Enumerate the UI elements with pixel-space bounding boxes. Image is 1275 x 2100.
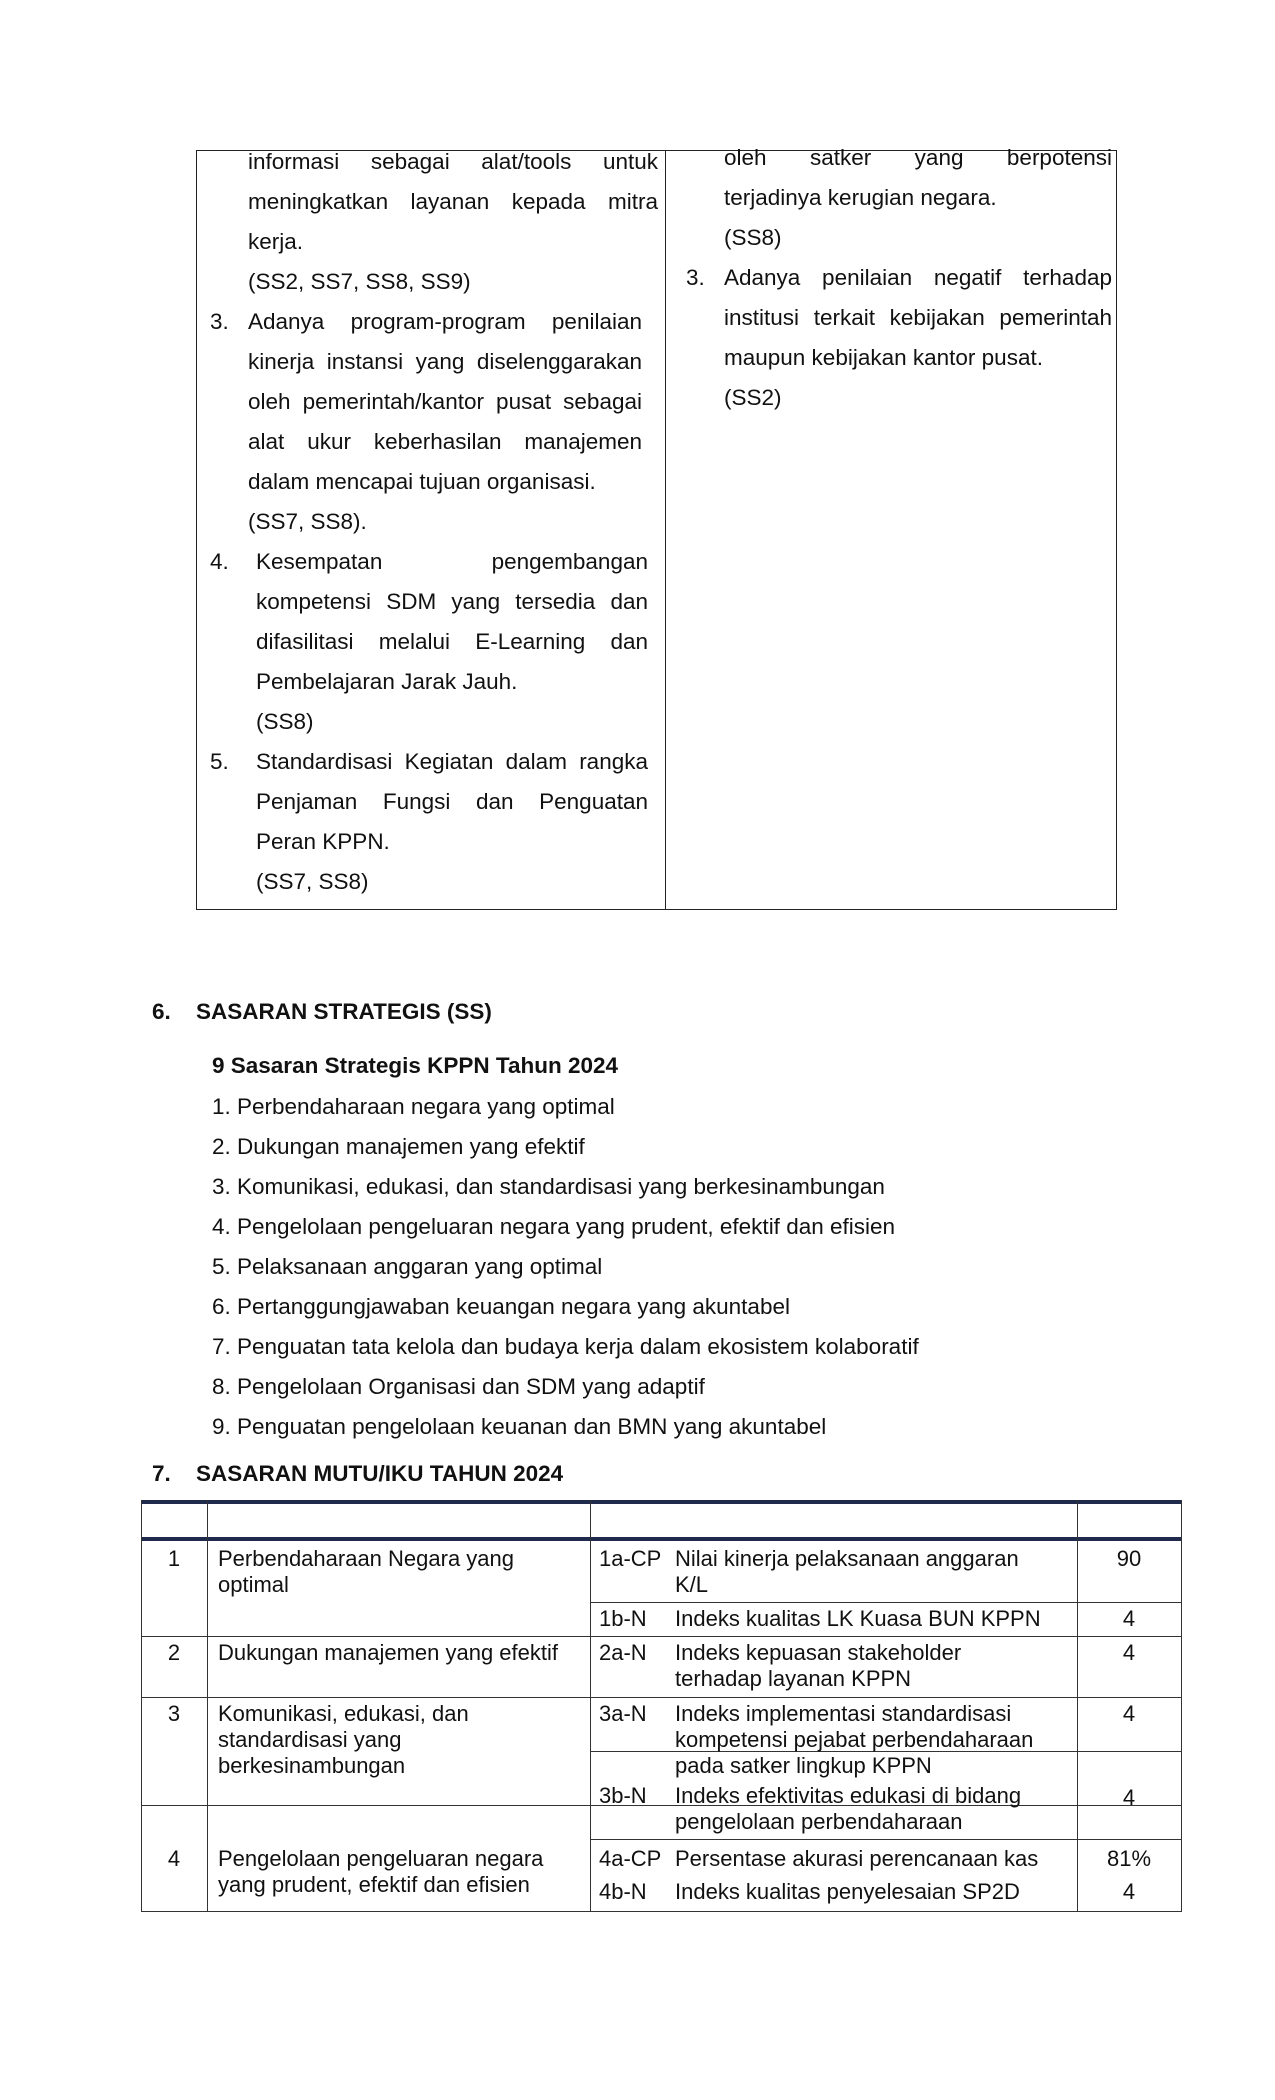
list-item: 1. Perbendaharaan negara yang optimal [212, 1094, 615, 1119]
cell-line: kompetensi pejabat perbendaharaan [675, 1727, 1034, 1752]
table-border [590, 1500, 591, 1912]
iku-code: 1b-N [599, 1606, 647, 1631]
table-row-border [141, 1805, 1182, 1806]
cell-line: Nilai kinerja pelaksanaan anggaran [675, 1546, 1019, 1571]
list-number: 3. [686, 265, 705, 290]
section-title: SASARAN MUTU/IKU TAHUN 2024 [196, 1461, 564, 1486]
cell-line: Indeks implementasi standardisasi [675, 1701, 1012, 1726]
left-text-line: kompetensi SDM yang tersedia dan [256, 589, 648, 614]
cell-line: pengelolaan perbendaharaan [675, 1809, 963, 1834]
left-text-line: meningkatkan layanan kepada mitra [248, 189, 658, 214]
list-item: 8. Pengelolaan Organisasi dan SDM yang adaptif [212, 1374, 705, 1399]
left-text-line: informasi sebagai alat/tools untuk [248, 149, 658, 174]
target-cell: 81% [1106, 1846, 1152, 1871]
sasaran-cell [218, 1701, 469, 1779]
cell-line: Pengelolaan pengeluaran negara [218, 1846, 544, 1871]
list-item: 4. Pengelolaan pengeluaran negara yang prudent, efektif dan efisien [212, 1214, 896, 1239]
iku-code: 2a-N [599, 1640, 647, 1665]
row-number: 4 [167, 1846, 181, 1871]
iku-cell [675, 1546, 1019, 1598]
list-item: 2. Dukungan manajemen yang efektif [212, 1134, 585, 1159]
target-cell: 4 [1122, 1606, 1136, 1631]
left-text-line: oleh pemerintah/kantor pusat sebagai [248, 389, 642, 414]
cell-line: Indeks efektivitas edukasi di bidang [675, 1783, 1022, 1808]
iku-code: 3b-N [599, 1783, 647, 1808]
row-number: 2 [167, 1640, 181, 1665]
row-number: 1 [167, 1546, 181, 1571]
cell-line: Indeks kepuasan stakeholder [675, 1640, 962, 1665]
table-header-rule [141, 1537, 1182, 1541]
left-text-line: difasilitasi melalui E-Learning dan [256, 629, 648, 654]
table-bottom-border [141, 1911, 1182, 1912]
cell-line: berkesinambungan [218, 1753, 406, 1778]
cell-line: Persentase akurasi perencanaan kas [675, 1846, 1039, 1871]
list-item: 5. Pelaksanaan anggaran yang optimal [212, 1254, 603, 1279]
iku-table [141, 1500, 1182, 1912]
right-text-line: institusi terkait kebijakan pemerintah [724, 305, 1112, 330]
target-cell: 4 [1122, 1879, 1136, 1904]
iku-cell [675, 1846, 1038, 1872]
target-cell: 4 [1122, 1785, 1136, 1810]
list-item: 7. Penguatan tata kelola dan budaya kerja dalam ekosistem kolaboratif [212, 1334, 919, 1359]
left-text-line: Standardisasi Kegiatan dalam rangka [256, 749, 648, 774]
list-number: 3. [210, 309, 229, 334]
right-text-line: Adanya penilaian negatif terhadap [724, 265, 1112, 290]
left-text-line: kinerja instansi yang diselenggarakan [248, 349, 642, 374]
cell-line: K/L [675, 1572, 709, 1597]
cell-line: terhadap layanan KPPN [675, 1666, 912, 1691]
sasaran-cell [218, 1640, 558, 1666]
table-row-border [590, 1602, 1181, 1603]
cell-line: Indeks kualitas LK Kuasa BUN KPPN [675, 1606, 1041, 1631]
right-text-line: (SS8) [724, 225, 782, 250]
table-row-border [141, 1636, 1182, 1637]
target-cell: 4 [1122, 1640, 1136, 1665]
table-border [1181, 1500, 1182, 1912]
table-row-border [590, 1839, 1181, 1840]
left-text-line: Penjaman Fungsi dan Penguatan [256, 789, 648, 814]
iku-code: 4b-N [599, 1879, 647, 1904]
cell-line: yang prudent, efektif dan efisien [218, 1872, 530, 1897]
section-subtitle: 9 Sasaran Strategis KPPN Tahun 2024 [212, 1053, 618, 1078]
left-text-line: kerja. [248, 229, 304, 254]
left-text-line: Adanya program-program penilaian [248, 309, 642, 334]
list-item: 3. Komunikasi, edukasi, dan standardisasi yang berkesinambungan [212, 1174, 885, 1199]
iku-code: 3a-N [599, 1701, 647, 1726]
iku-code: 4a-CP [599, 1846, 662, 1871]
list-item: 9. Penguatan pengelolaan keuanan dan BMN yang akuntabel [212, 1414, 827, 1439]
right-text-line: terjadinya kerugian negara. [724, 185, 997, 210]
section-title: SASARAN STRATEGIS (SS) [196, 999, 492, 1024]
left-text-line: Kesempatan pengembangan [256, 549, 648, 574]
cell-line: optimal [218, 1572, 289, 1597]
row-number: 3 [167, 1701, 181, 1726]
section-number: 7. [152, 1461, 171, 1486]
sasaran-cell [218, 1846, 543, 1898]
left-text-line: (SS8) [256, 709, 314, 734]
section-number: 6. [152, 999, 171, 1024]
left-text-line: (SS2, SS7, SS8, SS9) [248, 269, 471, 294]
right-text-line: (SS2) [724, 385, 782, 410]
cell-line: standardisasi yang [218, 1727, 402, 1752]
iku-cell [675, 1640, 961, 1692]
sasaran-cell [218, 1546, 514, 1598]
left-text-line: (SS7, SS8). [248, 509, 367, 534]
target-cell: 4 [1122, 1701, 1136, 1726]
left-text-line: Peran KPPN. [256, 829, 390, 854]
left-text-line: (SS7, SS8) [256, 869, 369, 894]
table-border [207, 1500, 208, 1912]
column-divider [665, 151, 666, 909]
list-number: 4. [210, 549, 229, 574]
right-text-line: maupun kebijakan kantor pusat. [724, 345, 1043, 370]
left-text-line: Pembelajaran Jarak Jauh. [256, 669, 518, 694]
iku-cell [675, 1783, 1021, 1835]
target-cell: 90 [1116, 1546, 1142, 1571]
table-row-border [141, 1697, 1182, 1698]
left-text-line: alat ukur keberhasilan manajemen [248, 429, 642, 454]
table-top-rule [141, 1500, 1182, 1504]
iku-code: 1a-CP [599, 1546, 662, 1571]
cell-line: Komunikasi, edukasi, dan [218, 1701, 469, 1726]
iku-cell [675, 1606, 1041, 1632]
cell-line: Indeks kualitas penyelesaian SP2D [675, 1879, 1020, 1904]
iku-cell [675, 1879, 1020, 1905]
iku-cell [675, 1701, 1033, 1779]
cell-line: pada satker lingkup KPPN [675, 1753, 932, 1778]
list-item: 6. Pertanggungjawaban keuangan negara yang akuntabel [212, 1294, 790, 1319]
cell-line: Perbendaharaan Negara yang [218, 1546, 515, 1571]
list-number: 5. [210, 749, 229, 774]
left-text-line: dalam mencapai tujuan organisasi. [248, 469, 596, 494]
right-text-line: oleh satker yang berpotensi [724, 145, 1112, 170]
cell-line: Dukungan manajemen yang efektif [218, 1640, 558, 1665]
